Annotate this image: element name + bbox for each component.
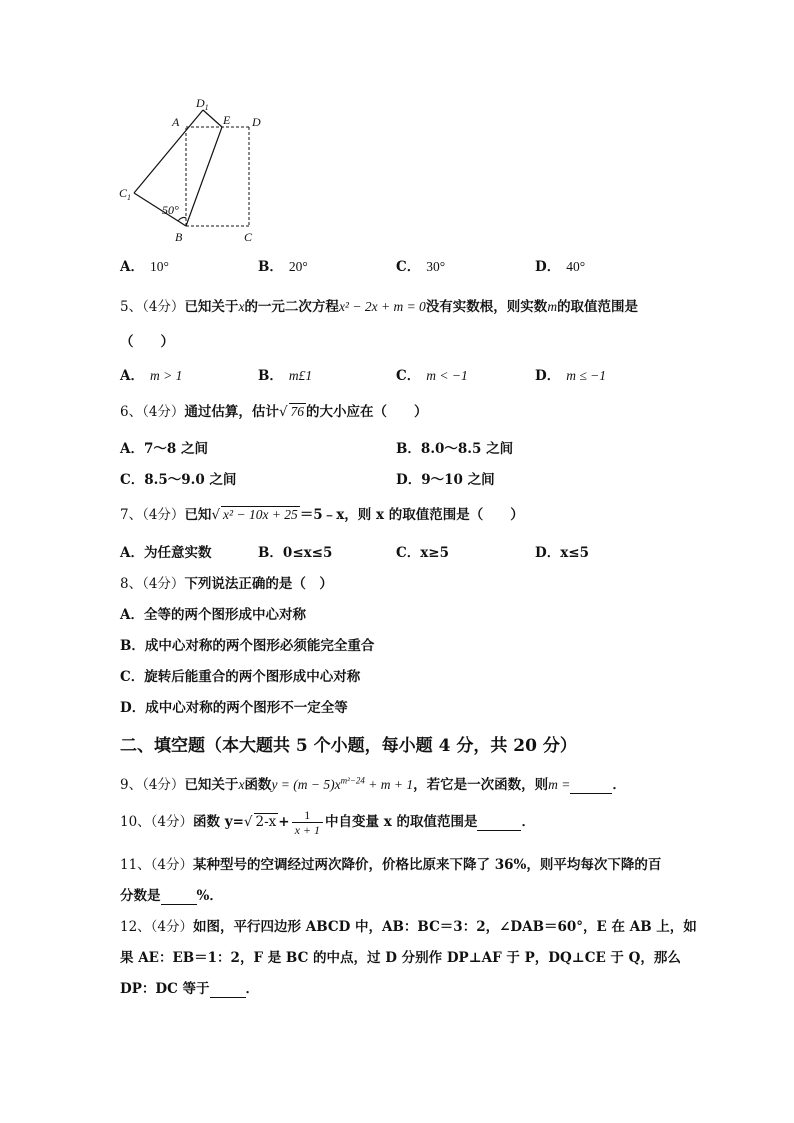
question-12-line3: DP：DC 等于 ． (120, 981, 260, 997)
q6-option-c[interactable]: C．8.5～9.0 之间 (120, 472, 237, 488)
answer-blank-10[interactable] (477, 814, 521, 831)
question-8: 8、（4分）下列说法正确的是（ ） (120, 576, 333, 592)
q8-option-b[interactable]: B．成中心对称的两个图形必须能完全重合 (120, 638, 375, 654)
q4-option-c[interactable]: C． 30° (396, 259, 446, 275)
answer-blank-12[interactable] (210, 981, 246, 998)
answer-blank-9[interactable] (570, 777, 612, 794)
question-6: 6、（4分）通过估算，估计√ 76 的大小应在（ ） (120, 404, 428, 420)
question-11-line2: 分数是 %． (120, 888, 223, 904)
label-c: C (244, 230, 253, 244)
q4-option-a[interactable]: A． 10° (120, 259, 169, 275)
q5-option-c[interactable]: C． m < −1 (396, 368, 468, 384)
q5-option-d[interactable]: D． m ≤ −1 (535, 368, 606, 384)
q5-option-a[interactable]: A． m > 1 (120, 368, 183, 384)
q7-option-d[interactable]: D．x≤5 (535, 545, 589, 561)
edge-c1d1 (134, 110, 203, 193)
label-d: D (252, 115, 261, 129)
section-title: 二、填空题（本大题共 5 个小题，每小题 4 分，共 20 分） (120, 736, 577, 756)
angle-arc (178, 217, 186, 221)
edge-eb (186, 127, 222, 226)
label-a: A (172, 115, 180, 129)
question-9: 9、（4分）已知关于x函数$y = (m - 5)x^{m^2-24} + m + 1$，若它是一次函数，则m = ． (120, 775, 626, 793)
answer-blank-11[interactable] (161, 888, 197, 905)
label-b: B (175, 230, 183, 244)
q7-option-b[interactable]: B．0≤x≤5 (258, 545, 333, 561)
question-10: 10、（4分）函数 y=√ 2-x + $\frac{1}{x + 1}$ 中自变量 x 的取值范围是 ． (120, 808, 535, 837)
q7-option-c[interactable]: C．x≥5 (396, 545, 450, 561)
question-12: 12、（4分）如图，平行四边形 ABCD 中，AB：BC＝3：2，∠DAB＝60°，E 在 AB 上，如 (120, 919, 697, 935)
q5-option-b[interactable]: B． m£1 (258, 368, 313, 384)
question-5-paren: （ ） (120, 334, 174, 350)
label-e: E (223, 113, 231, 127)
question-12-line2: 果 AE：EB＝1：2，F 是 BC 的中点，过 D 分别作 DP⊥AF 于 P，DQ⊥CE 于 Q，那么 (120, 950, 681, 966)
geometry-figure (112, 92, 282, 252)
question-11: 11、（4分）某种型号的空调经过两次降价，价格比原来下降了 36%，则平均每次下降的百 (120, 857, 662, 873)
q8-option-c[interactable]: C．旋转后能重合的两个图形成中心对称 (120, 669, 361, 685)
q8-option-d[interactable]: D．成中心对称的两个图形不一定全等 (120, 700, 348, 716)
edge-d1e (203, 110, 222, 127)
q6-option-d[interactable]: D．9～10 之间 (396, 472, 495, 488)
q7-option-a[interactable]: A．为任意实数 (120, 545, 212, 561)
q6-option-a[interactable]: A．7～8 之间 (120, 441, 208, 457)
question-7: 7、（4分）已知√ x² − 10x + 25 ＝5﹣x，则 x 的取值范围是（ ） (120, 507, 524, 523)
q4-option-b[interactable]: B． 20° (258, 259, 308, 275)
label-angle: 50° (162, 203, 179, 217)
question-5: 5、（4分）已知关于x的一元二次方程x² − 2x + m = 0没有实数根，则实数m的取值范围是 (120, 299, 639, 315)
label-d1: $D_1$ (196, 96, 209, 112)
q6-option-b[interactable]: B．8.0～8.5 之间 (396, 441, 514, 457)
q4-option-d[interactable]: D． 40° (535, 259, 586, 275)
label-c1: $C_1$ (119, 186, 132, 202)
q8-option-a[interactable]: A．全等的两个图形成中心对称 (120, 607, 306, 623)
